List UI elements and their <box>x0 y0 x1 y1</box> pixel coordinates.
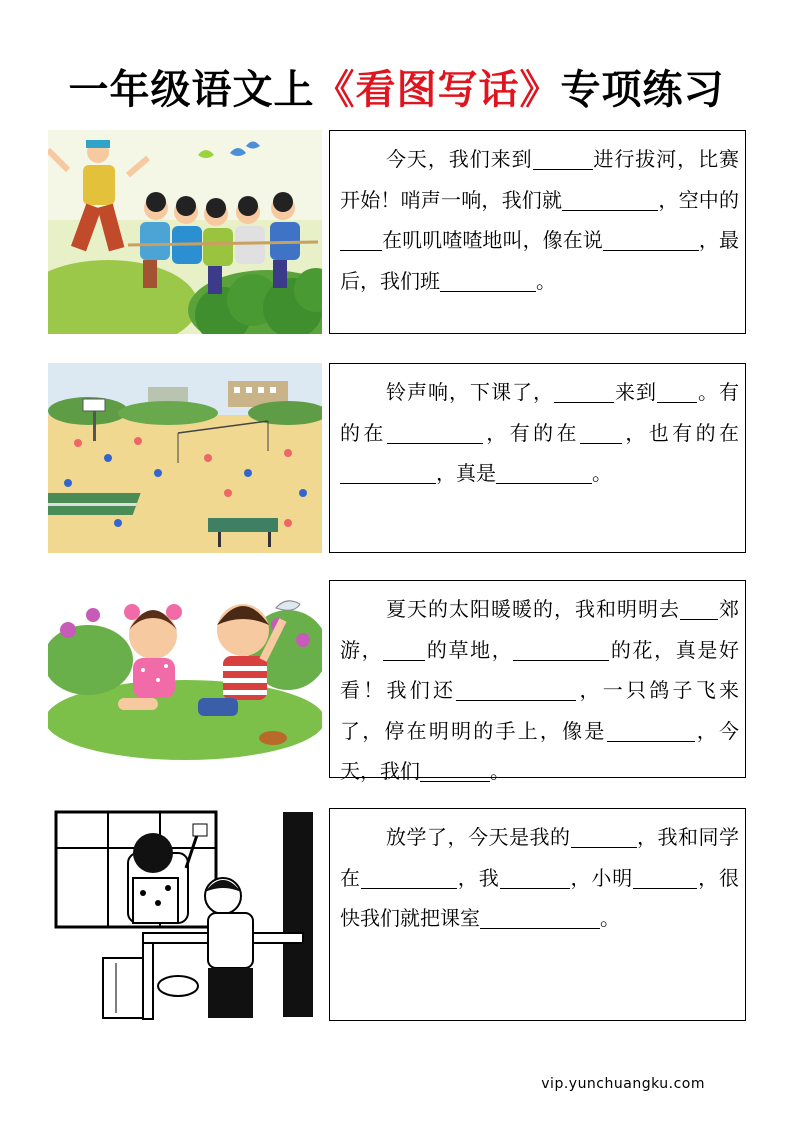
exercise-text-segment: 铃声响，下课了， <box>386 380 554 404</box>
exercise-text-segment: ，真是 <box>436 461 496 485</box>
fill-in-blank <box>440 269 536 292</box>
exercise-text-segment: ，小明 <box>569 865 634 890</box>
exercise-text-segment: 放学了，今天是我的 <box>386 825 571 849</box>
fill-in-blank <box>657 380 697 403</box>
fill-in-blank <box>496 461 592 484</box>
fill-in-blank <box>383 638 425 661</box>
fill-in-blank <box>603 228 699 251</box>
exercise-text-segment: ，一只鸽子飞来了，停在明明的手上，像是 <box>340 678 739 743</box>
exercise-text-segment: ，今天，我们 <box>340 718 740 783</box>
fill-in-blank <box>361 866 457 889</box>
fill-in-blank <box>533 147 593 170</box>
fill-in-blank <box>340 461 436 484</box>
exercise-text-segment: 。 <box>536 268 556 293</box>
fill-in-blank <box>554 380 614 403</box>
title-prefix: 一年级语文上 <box>68 67 315 113</box>
exercise-text-segment: 夏天的太阳暖暖的，我和明明去 <box>386 597 680 621</box>
exercise-1-text <box>329 130 746 334</box>
exercise-text-segment: 。 <box>600 906 620 930</box>
exercise-text-segment: 来到 <box>614 380 657 404</box>
fill-in-blank <box>677 866 697 889</box>
tug-of-war-illustration <box>48 130 322 334</box>
fill-in-blank <box>480 906 600 929</box>
exercise-4-text <box>329 808 746 1021</box>
fill-in-blank <box>607 719 651 742</box>
fill-in-blank <box>420 759 490 782</box>
exercise-text-segment: 郊游， <box>340 597 739 662</box>
exercise-text-segment: ，很快我们就把课室 <box>340 865 740 930</box>
exercise-text-segment: 。有的在 <box>340 380 739 445</box>
exercise-text-segment: ，最后，我们班 <box>340 228 740 293</box>
fill-in-blank <box>700 597 718 620</box>
fill-in-blank <box>456 678 576 701</box>
schoolyard-illustration <box>48 363 322 553</box>
exercise-text-segment: 今天，我们来到 <box>386 147 533 171</box>
classroom-cleaning-illustration <box>48 808 322 1021</box>
exercise-text-segment: ，我 <box>456 865 500 890</box>
fill-in-blank <box>562 188 658 211</box>
fill-in-blank <box>580 421 622 444</box>
exercise-text-segment: 的花，真是好看！我们还 <box>340 637 740 702</box>
title-highlight: 《看图写话》 <box>314 67 561 113</box>
page-title <box>0 58 793 115</box>
fill-in-blank <box>633 866 677 889</box>
exercise-2-text <box>329 363 746 553</box>
fill-in-blank <box>387 421 483 444</box>
picnic-illustration <box>48 580 322 778</box>
fill-in-blank <box>513 638 609 661</box>
exercise-text-segment: 的草地， <box>425 637 514 662</box>
exercise-text-segment: ，有的在 <box>482 420 580 445</box>
fill-in-blank <box>680 597 700 620</box>
exercise-text-segment: ，我和同学在 <box>340 825 739 890</box>
fill-in-blank <box>500 866 570 889</box>
fill-in-blank <box>651 719 695 742</box>
exercise-3-text <box>329 580 746 783</box>
exercise-text-segment: 。 <box>592 461 612 485</box>
fill-in-blank <box>571 825 637 848</box>
exercise-text-segment: 进行拔河，比赛开始！哨声一响，我们就 <box>340 147 739 212</box>
exercise-text-segment: ，空中的 <box>658 187 740 212</box>
exercise-text-segment: 在叽叽喳喳地叫，像在说 <box>382 228 603 252</box>
site-url: vip.yunchuangku.com <box>541 1076 705 1092</box>
title-suffix: 专项练习 <box>560 67 725 113</box>
fill-in-blank <box>340 228 382 251</box>
exercise-text-segment: ，也有的在 <box>621 420 740 445</box>
exercise-text-segment: 。 <box>490 759 510 783</box>
